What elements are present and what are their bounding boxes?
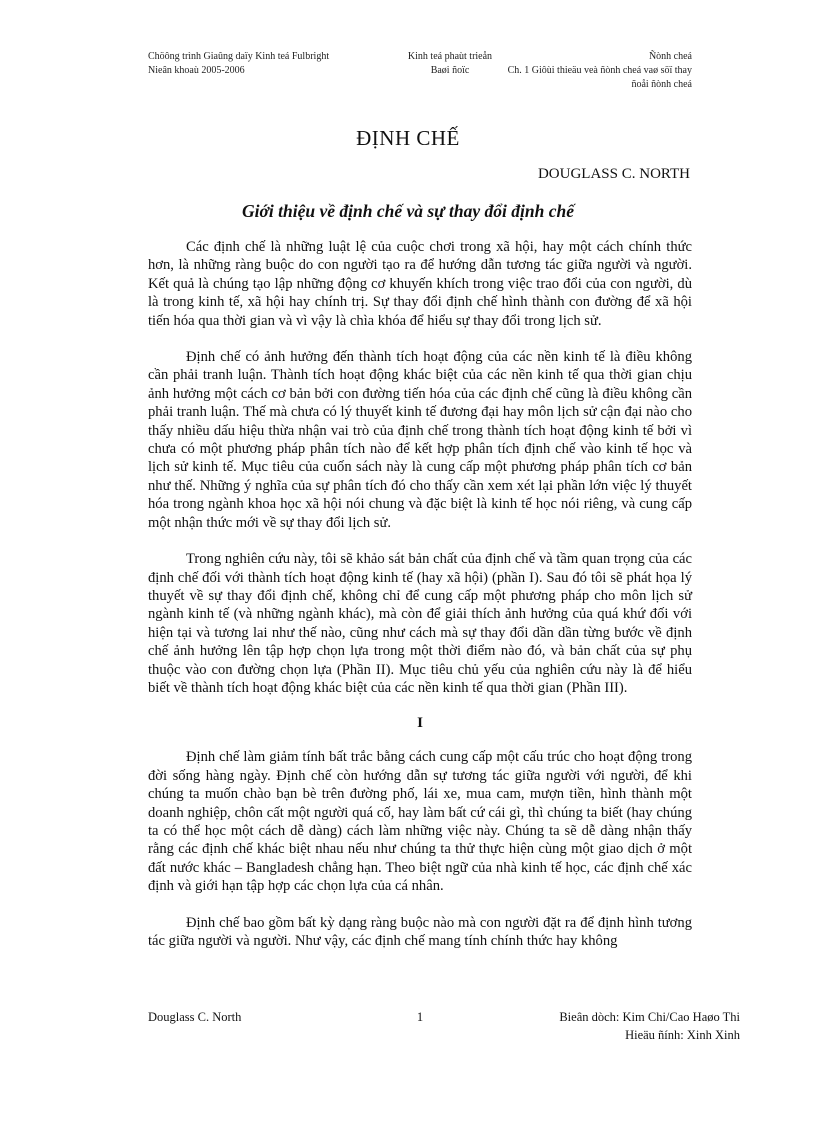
document-body	[148, 238, 692, 968]
header-course: Kinh teá phaùt trieån	[407, 51, 493, 62]
chapter-subtitle: Giới thiệu về định chế và sự thay đổi định chế	[242, 201, 574, 221]
page-number: 1	[416, 1010, 424, 1024]
footer-editor: Hieäu ñính: Xinh Xinh	[625, 1028, 740, 1042]
section-heading: I	[417, 715, 423, 732]
paragraph: Định chế bao gồm bất kỳ dạng ràng buộc nào mà con người đặt ra để định hình tương tác giữa người và người. Như vậy, các định chế mang tính chính thức hay không	[148, 914, 692, 949]
header-chapter-cont: ñoåi ñònh cheá	[631, 79, 692, 90]
header-program: Chöông trình Giaûng daïy Kinh teá Fulbright	[148, 51, 330, 62]
header-type: Baøi ñoïc	[430, 65, 470, 76]
footer-translators: Bieân dòch: Kim Chi/Cao Haøo Thi	[559, 1010, 740, 1024]
header-right	[500, 50, 692, 92]
header-year: Nieân khoaù 2005-2006	[148, 65, 245, 76]
paragraph: Các định chế là những luật lệ của cuộc chơi trong xã hội, hay một cách chính thức hơn, là những ràng buộc do con người tạo ra để hướng dẫn tương tác giữa người và người. Kết quả là chúng tạo lập những động cơ khuyến khích trong việc trao đổi của con người, dù là trong kinh tế, xã hội hay chính trị. Sự thay đổi định chế hình thành con đường để xã hội tiến hóa qua thời gian và vì vậy là chìa khóa để hiểu sự thay đổi trong lịch sử.	[148, 239, 692, 329]
document-title: ĐỊNH CHẾ	[356, 126, 460, 150]
header-topic: Ñònh cheá	[648, 51, 692, 62]
paragraph: Định chế làm giảm tính bất trắc bằng cách cung cấp một cấu trúc cho hoạt động trong đời sống hàng ngày. Định chế còn hướng dẫn sự tương tác giữa người với người, để khi chúng ta muốn chào bạn bè trên đường phố, lái xe, mua cam, mượn tiền, hình thành một doanh nghiệp, chôn cất một người quá cố, hay làm bất cứ cái gì, thì chúng ta biết (hay chúng ta có thể học một cách dễ dàng) cách làm những việc này. Chúng ta sẽ dễ dàng nhận thấy rằng các định chế khác biệt nhau nếu như chúng ta thử thực hiện cùng một giao dịch ở một đất nước khác – Bangladesh chẳng hạn. Theo biệt ngữ của nhà kinh tế học, các định chế xác định và giới hạn tập hợp các chọn lựa của cá nhân.	[148, 749, 692, 895]
header-center	[390, 50, 510, 78]
author-name: DOUGLASS C. NORTH	[537, 166, 690, 182]
footer-author: Douglass C. North	[148, 1010, 242, 1024]
footer-credits	[559, 1008, 740, 1044]
paragraph: Định chế có ảnh hưởng đến thành tích hoạt động của các nền kinh tế là điều không cần phải tranh luận. Thành tích hoạt động khác biệt của các nền kinh tế qua thời gian chịu ảnh hưởng một cách cơ bản bởi con đường tiến hóa của các định chế cũng là điều không cần phải tranh luận. Thế mà chưa có lý thuyết kinh tế đương đại hay môn lịch sử cận đại nào cho thấy nhiều dấu hiệu thừa nhận vai trò của định chế trong thành tích hoạt động kinh tế bởi vì chưa có một phương pháp phân tích nào để kết hợp phân tích định chế vào kinh tế học và lịch sử kinh tế. Mục tiêu của cuốn sách này là cung cấp một phương pháp phân tích cơ bản như thế. Những ý nghĩa của sự phân tích đó cho thấy cần xem xét lại phần lớn việc lý thuyết hóa trong ngành khoa học xã hội nói chung và đặc biệt là kinh tế học nói riêng, và cung cấp một nhận thức mới về sự thay đổi lịch sử.	[148, 349, 692, 531]
header-chapter: Ch. 1 Giôùi thieäu veà ñònh cheá vaø söï thay	[507, 65, 692, 76]
paragraph: Trong nghiên cứu này, tôi sẽ khảo sát bản chất của định chế và tầm quan trọng của các định chế đối với thành tích hoạt động kinh tế (hay xã hội) (phần I). Sau đó tôi sẽ phát họa lý thuyết về sự thay đổi định chế, không chỉ để cung cấp một phương pháp cho môn lịch sử ngành kinh tế (và những ngành khác), mà còn để giải thích ảnh hưởng của quá khứ đối với hiện tại và tương lai như thế nào, cũng như cách mà sự thay đổi dần dần từng bước về định chế ảnh hưởng lên tập hợp chọn lựa trong một thời điểm nào đó, và bản chất của sự phụ thuộc vào con đường chọn lựa (Phần II). Mục tiêu chủ yếu của nghiên cứu này là để hiểu biết về thành tích hoạt động khác biệt của các nền kinh tế qua thời gian (Phần III).	[148, 551, 692, 696]
header-left	[148, 50, 368, 78]
